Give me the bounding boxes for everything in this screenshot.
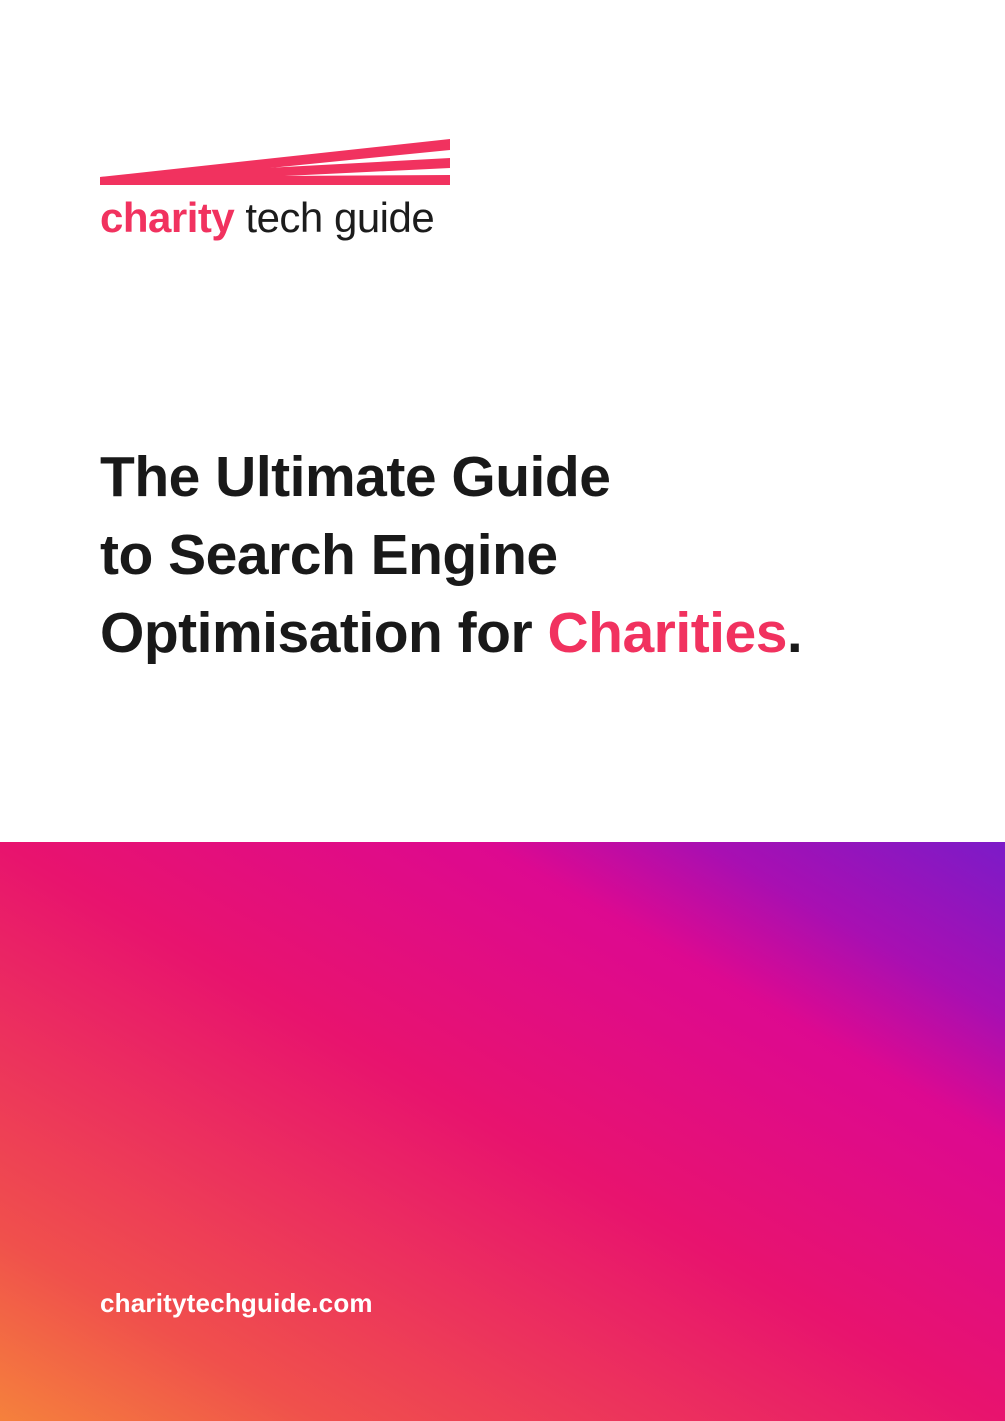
cover-title-accent-word: Charities — [547, 601, 787, 665]
brand-wordmark-secondary: tech guide — [234, 194, 435, 241]
cover-title — [100, 438, 930, 672]
cover-title-line-3 — [100, 594, 930, 672]
brand-logo — [100, 124, 452, 242]
brand-wordmark-primary: charity — [100, 194, 235, 241]
brand-wordmark — [100, 194, 452, 242]
cover-title-line-1: The Ultimate Guide — [100, 445, 611, 509]
gradient-hero-band — [0, 842, 1005, 1421]
cover-title-line-2: to Search Engine — [100, 523, 558, 587]
cover-title-line-3-prefix: Optimisation for — [100, 601, 548, 665]
cover-title-line-3-period: . — [786, 601, 803, 665]
logo-rays-icon — [100, 124, 450, 186]
website-url-link[interactable]: charitytechguide.com — [100, 1288, 373, 1318]
